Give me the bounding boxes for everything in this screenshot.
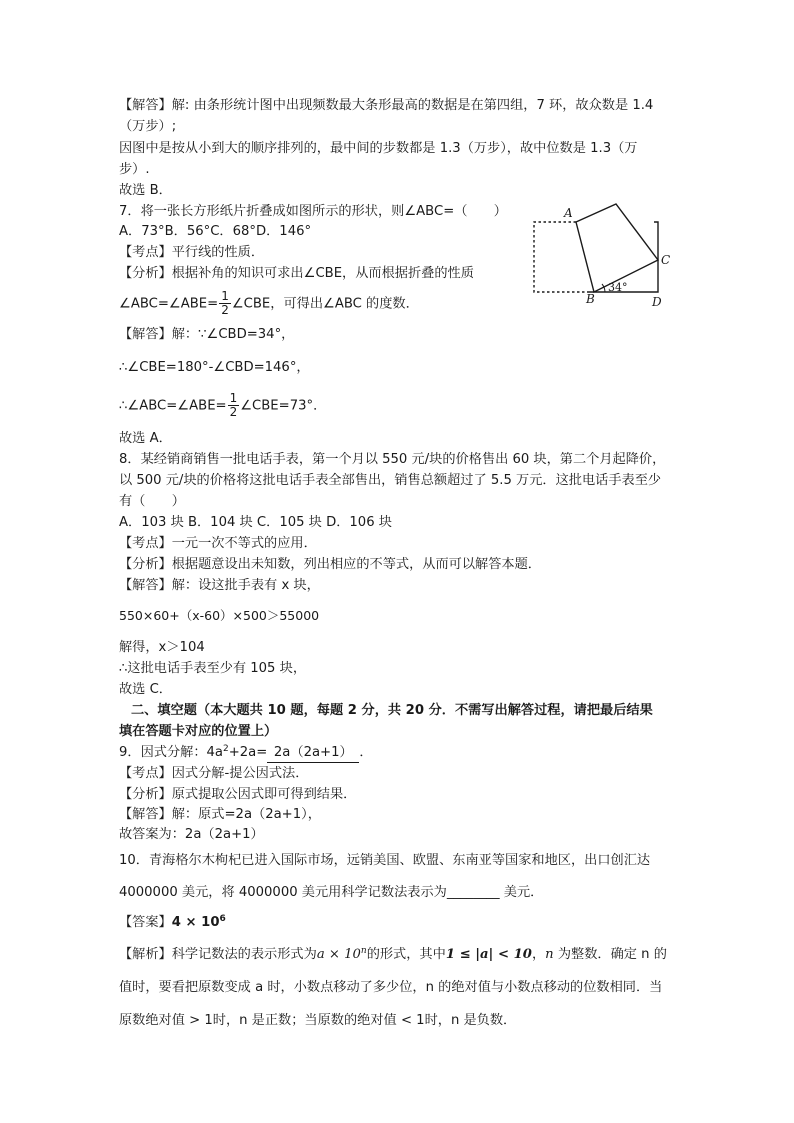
q9-answer: 故答案为：2a（2a+1）: [119, 827, 264, 842]
q8-options: A．103 块 B．104 块 C．105 块 D．106 块: [119, 515, 392, 530]
q10-answer: [119, 914, 226, 932]
q10-jiexi-post: 为整数．确定 n 的: [553, 947, 667, 962]
q10-question-line2: [119, 884, 543, 902]
fraction-denominator: 2: [221, 303, 229, 317]
q8-question-line2: 以 500 元/块的价格将这批电话手表全部售出，销售总额超过了 5.5 万元．这批电话手表至少: [119, 473, 662, 488]
q8-question-line3: 有（ ）: [119, 494, 185, 509]
q10-question-line2-pre: 4000000 美元，将 4000000 美元用科学记数法表示为: [119, 885, 447, 900]
q9-question-end: ．: [359, 745, 373, 760]
angle-label: 34°: [608, 281, 628, 294]
fraction-numerator: 1: [221, 289, 229, 303]
label-c: C: [661, 253, 671, 267]
q7-fenxi-line2: [119, 290, 419, 317]
q10-jiexi-pre: 【解析】科学记数法的表示形式为: [119, 947, 317, 962]
fraction-numerator: 1: [229, 391, 238, 405]
q9-fenxi: 【分析】原式提取公因式即可得到结果．: [119, 787, 357, 802]
q10-jiexi-mid2: ，: [531, 947, 546, 962]
q10-jiexi-line1: [119, 946, 667, 964]
q10-answer-label: 【答案】: [119, 915, 172, 930]
q10-answer-base: 4 × 10: [171, 915, 220, 930]
fraction-half: [219, 290, 231, 317]
q6-choice: 故选 B．: [119, 183, 172, 198]
q10-question-line1: 10．青海格尔木枸杞已进入国际市场，远销美国、欧盟、东南亚等国家和地区，出口创汇达: [119, 853, 651, 868]
q9-answer-blank: 2a（2a+1）: [267, 744, 359, 763]
q7-options: A．73°B．56°C．68°D．146°: [119, 224, 312, 239]
q10-answer-blank: ________: [446, 885, 500, 900]
folded-paper-figure: [528, 198, 678, 310]
q7-choice: 故选 A．: [119, 431, 172, 446]
q9-question: [119, 744, 373, 763]
fraction-half: [228, 392, 240, 419]
q10-jiexi-n: n: [545, 947, 554, 962]
section2-heading-line1: 二、填空题（本大题共 10 题，每题 2 分，共 20 分．不需写出解答过程，请把最后结果: [131, 703, 653, 718]
q6-solution-line3: 因图中是按从小到大的顺序排列的，最中间的步数都是 1.3（万步），故中位数是 1.3（万: [119, 141, 638, 156]
q8-jieda: 【解答】解：设这批手表有 x 块，: [119, 578, 320, 593]
q8-result: 解得，x＞104: [119, 640, 205, 655]
q10-jiexi-range: 1 ≤ |a| < 10: [445, 947, 532, 962]
q7-jieda-line1: 【解答】解：∵∠CBD=34°，: [119, 327, 295, 342]
q10-answer-exponent: 6: [219, 914, 226, 924]
q6-solution-line1: 【解答】解: 由条形统计图中出现频数最大条形最高的数据是在第四组，7 环，故众数是 1.4: [119, 98, 654, 113]
fraction-denominator: 2: [229, 405, 238, 419]
q8-kaodian: 【考点】一元一次不等式的应用．: [119, 536, 317, 551]
q6-solution-line4: 步）.: [119, 162, 150, 177]
q10-jiexi-exponent: n: [360, 946, 367, 956]
label-b: B: [586, 292, 595, 306]
q10-jiexi-line2: 值时，要看把原数变成 a 时，小数点移动了多少位，n 的绝对值与小数点移动的位数相同．当: [119, 980, 663, 995]
q10-jiexi-mid: 的形式，其中: [366, 947, 446, 962]
q7-jieda-line3-post: ∠CBE=73°．: [240, 398, 327, 414]
q8-inequality: 550×60+（x-60）×500＞55000: [119, 608, 320, 623]
q7-question: 7．将一张长方形纸片折叠成如图所示的形状，则∠ABC=（ ）: [119, 204, 507, 219]
q7-fenxi-line2-pre: ∠ABC=∠ABE=: [119, 296, 219, 312]
q9-question-pre: 9．因式分解：4a: [119, 745, 223, 760]
q10-jiexi-formula: a × 10: [316, 947, 361, 962]
q7-kaodian: 【考点】平行线的性质．: [119, 245, 265, 260]
q7-jieda-line3-pre: ∴∠ABC=∠ABE=: [119, 398, 227, 414]
q9-exponent: 2: [223, 744, 229, 754]
q6-solution-line2: （万步）;: [119, 119, 177, 134]
section2-heading-line2: 填在答题卡对应的位置上）: [119, 724, 278, 739]
q7-jieda-line3: [119, 392, 326, 419]
q8-conclusion: ∴这批电话手表至少有 105 块，: [119, 661, 307, 676]
q8-fenxi: 【分析】根据题意设出未知数，列出相应的不等式，从而可以解答本题．: [119, 557, 541, 572]
folded-flap: [576, 204, 658, 292]
q7-fenxi-line1: 【分析】根据补角的知识可求出∠CBE，从而根据折叠的性质: [119, 266, 474, 281]
label-a: A: [564, 206, 573, 220]
q7-jieda-line2: ∴∠CBE=180°-∠CBD=146°，: [119, 360, 310, 375]
q9-jieda: 【解答】解：原式=2a（2a+1），: [119, 807, 321, 822]
q9-question-mid: +2a=: [228, 745, 268, 760]
q10-question-line2-post: 美元．: [499, 885, 544, 900]
q8-choice: 故选 C．: [119, 682, 172, 697]
label-d: D: [652, 295, 662, 309]
q9-kaodian: 【考点】因式分解-提公因式法．: [119, 766, 309, 781]
q7-fenxi-line2-post: ∠CBE，可得出∠ABC 的度数．: [231, 296, 419, 312]
dashed-outline: [534, 222, 588, 292]
q10-jiexi-line3: 原数绝对值 > 1时，n 是正数；当原数的绝对值 < 1时，n 是负数．: [119, 1013, 517, 1028]
q8-question-line1: 8．某经销商销售一批电话手表，第一个月以 550 元/块的价格售出 60 块，第二个月起降价，: [119, 452, 666, 467]
